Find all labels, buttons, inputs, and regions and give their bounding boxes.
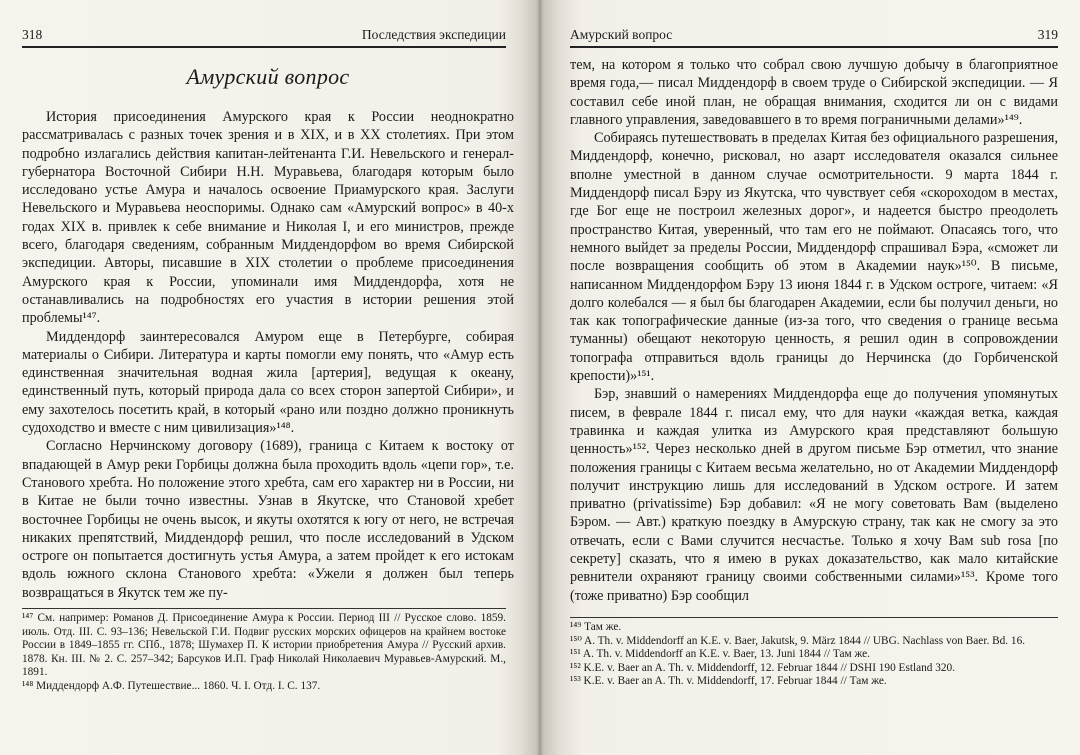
footnote: ¹⁵¹ A. Th. v. Middendorff an K.E. v. Baer, 13. Juni 1844 // Там же. xyxy=(570,648,870,661)
left-footnotes xyxy=(22,608,506,694)
footnote: ¹⁵³ K.E. v. Baer an A. Th. v. Middendorff, 17. Februar 1844 // Там же. xyxy=(570,675,887,688)
paragraph: Собираясь путешествовать в пределах Китая без официального разрешения, Миддендорф, конечно, рисковал, но азарт исследователя оказался сильнее вполне уместной в данном случае осмотрительности. 9 марта 1844 г. Миддендорф писал Бэру из Якутска, что чувствует себя «скороходом в местах, где Бог еще не построил железных дорог», и надеется быстро преодолеть пространство Китая, уверенный, что там его не поймают. Опасаясь того, что немного выйдет за пределы России, Миддендорф спрашивал Бэра, «сможет ли после возвращения сообщить об этом в Академии наук»¹⁵⁰. В письме, написанном Миддендорфом Бэру 13 июня 1844 г. в Удском остроге, читаем: «Я долго колебался — я был бы благодарен Академии, если бы получил деньги, но так как топографические данные (из-за того, что сведения о границе весьма туманны) обещают некоторую ценность, я решил один в сопровождении топографа отправиться вдоль границы до Нерчинска (до Горбиченской крепости)»¹⁵¹. xyxy=(570,130,1058,385)
page-number-right: 319 xyxy=(1037,27,1058,42)
footnote: ¹⁴⁸ Миддендорф А.Ф. Путешествие... 1860. Ч. I. Отд. I. С. 137. xyxy=(22,679,321,692)
running-head-right xyxy=(570,14,1058,48)
page-number-left: 318 xyxy=(22,27,43,42)
footnote: ¹⁴⁹ Там же. xyxy=(570,621,622,633)
footnote: ¹⁵⁰ A. Th. v. Middendorff an K.E. v. Baer, Jakutsk, 9. März 1844 // UBG. Nachlass von Baer. Bd. 16. xyxy=(570,634,1026,647)
running-title-left: Последствия экспедиции xyxy=(361,27,506,42)
paragraph: История присоединения Амурского края к России неоднократно рассматривалась с разных точек зрения и в XIX, и в XX столетиях. При этом подробно излагались действия капитан-лейтенанта Г.И. Невельского и генерал-губернатора Восточной Сибири Н.Н. Муравьева, благодаря которым было исследовано устье Амура и началось освоение Приамурского края. Заслуги Невельского и Муравьева неоспоримы. Однако сам «Амурский вопрос» в 40-х годах XIX в. привлек к себе внимание и Николая I, и его министров, прежде всего, благодаря сведениям, собранным Миддендорфом во время Сибирской экспедиции. Авторы, писавшие в XIX столетии о проблеме присоединения Амурского края к России, упоминали имя Миддендорфа, хотя не останавливались на подробностях его участия в истории решения этой проблемы¹⁴⁷. xyxy=(22,109,514,327)
right-page xyxy=(540,0,1080,755)
right-body-text xyxy=(570,56,1058,605)
paragraph: тем, на котором я только что собрал свою лучшую добычу в благоприятное время года,— писал Миддендорф в своем труде о Сибирской экспедиции. — Я составил себе иной план, не обращая внимания, сходится ли он с видами главного управления, заведовавшего в то время пограничными делами»¹⁴⁹. xyxy=(570,57,1058,128)
paragraph: Согласно Нерчинскому договору (1689), граница с Китаем к востоку от впадающей в Амур реки Горбицы должна была проходить вдоль «цепи гор», т.е. Станового хребта. Но положение этого хребта, сам его характер ни в России, ни в Китае не были точно известны. Узнав в Якутске, что Становой хребет восточнее Горбицы не очень высок, и якуты охотятся к югу от него, не встречая никаких препятствий, Миддендорф решил, что после исследований в Удском остроге он попытается достигнуть устья Амура, а затем пройдет к его истокам вдоль южного склона Станового хребта: «Ужели я должен был теперь возвращаться в Якутск тем же пу- xyxy=(22,438,514,601)
left-body-text xyxy=(22,108,514,602)
right-footnotes xyxy=(570,617,1058,689)
paragraph: Бэр, знавший о намерениях Миддендорфа еще до получения упомянутых писем, в феврале 1844 г. писал ему, что для науки «каждая ветка, каждая травинка и каждая улитка из Амурского края представляют большую ценность»¹⁵². Через несколько дней в другом письме Бэр отметил, что знание положения границы с Китаем весьма желательно, но от Академии Миддендорф получит инструкцию лишь для исследований в Удском остроге. И затем приватно (privatissime) Бэр добавил: «Я не могу советовать Вам (выделено Бэром. — Авт.) краткую поездку в Амурскую страну, так как не смогу за это отвечать, если с Вами случится несчастье. Только я хочу Вам sub rosa [по секрету] сказать, что я имею в руках доказательство, как мало китайские ревнители охраняют границу своими собственными силами»¹⁵³. Кроме того (тоже приватно) Бэр сообщил xyxy=(570,386,1058,604)
footnote: ¹⁴⁷ См. например: Романов Д. Присоединение Амура к России. Период III // Русское слово. 1859. июль. Отд. III. С. 93–136; Невельской Г.И. Подвиг русских морских офицеров на крайнем востоке России в 1849–1855 гг. СПб., 1878; Шумахер П. К истории приобретения Амура // Русский архив. 1878. Кн. III. № 2. С. 257–342; Барсуков И.П. Граф Николай Николаевич Муравьев-Амурский. М., 1891. xyxy=(22,612,506,679)
running-title-right: Амурский вопрос xyxy=(570,27,673,42)
footnote: ¹⁵² K.E. v. Baer an A. Th. v. Middendorff, 12. Februar 1844 // DSHI 190 Estland 320. xyxy=(570,661,956,674)
chapter-title: Амурский вопрос xyxy=(186,64,350,89)
running-head-left xyxy=(22,14,506,48)
paragraph: Миддендорф заинтересовался Амуром еще в Петербурге, собирая материалы о Сибири. Литература и карты помогли ему понять, что «Амур есть единственная значительная водная жила [артерия], ведущая к океану, единственный путь, который природа дала со всех сторон запертой Сибири», и ему захотелось посетить край, в который «рано или поздно должно проникнуть судоходство и вместе с ним цивилизация»¹⁴⁸. xyxy=(22,328,514,437)
